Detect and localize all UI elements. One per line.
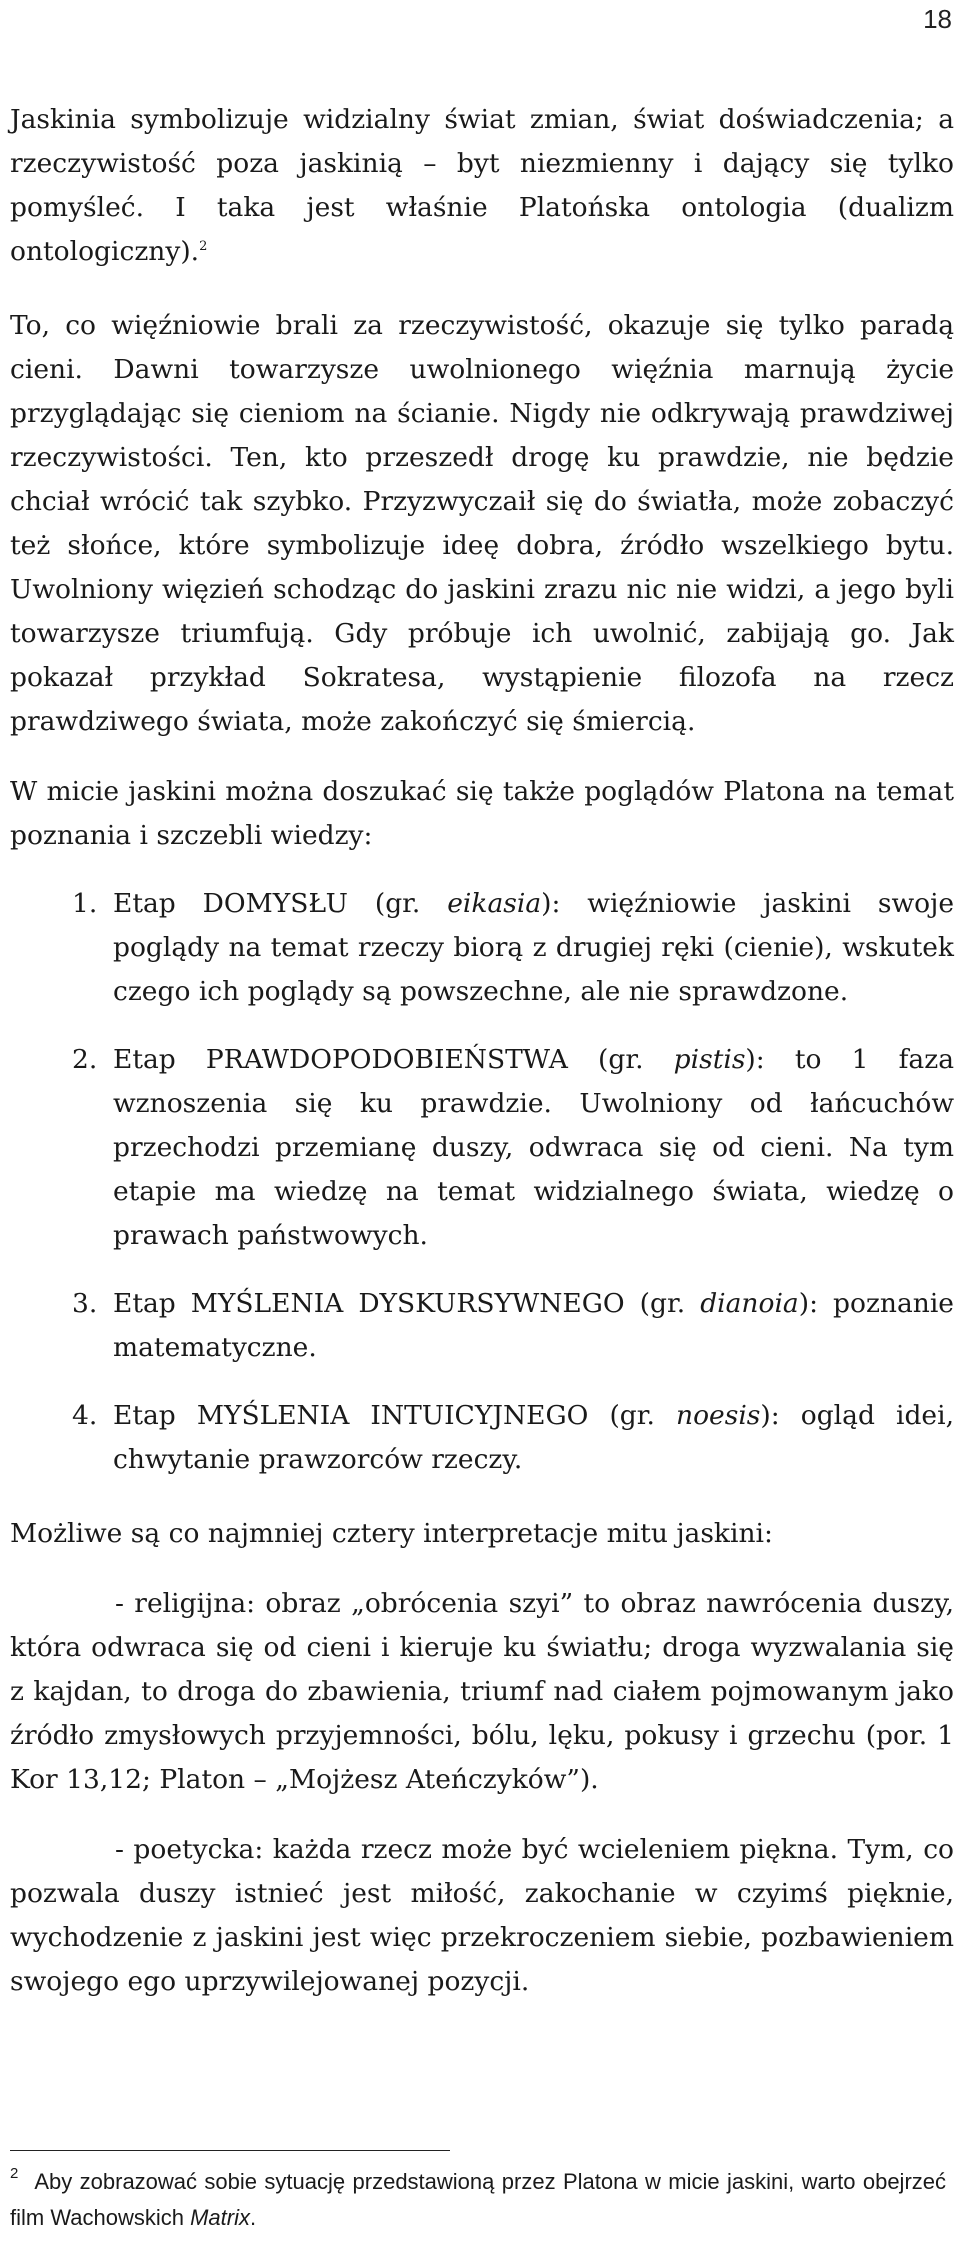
- footnote-reference[interactable]: 2: [199, 239, 208, 255]
- footnote-marker: 2: [10, 2165, 19, 2182]
- footnote-separator: [10, 2150, 450, 2151]
- paragraph-prisoners: To, co więźniowie brali za rzeczywistość, okazuje się tylko paradą cieni. Dawni towarzysze uwolnionego więźnia marnują życie przyglądając się cieniom na ścianie. Nigdy nie odkrywają prawdziwej rzeczywistości. Ten, kto przeszedł drogę ku prawdzie, nie będzie chciał wrócić tak szybko. Przyzwyczaił się do światła, może zobaczyć też słońce, które symbolizuje ideę dobra, źródło wszelkiego bytu. Uwolniony więzień schodząc do jaskini zrazu nic nie widzi, a jego byli towarzysze triumfują. Gdy próbuje ich uwolnić, zabijają go. Jak pokazał przykład Sokratesa, wystąpienie filozofa na rzecz prawdziwego świata, może zakończyć się śmiercią.: [10, 310, 954, 737]
- stage-text-post: ): ogląd idei, chwytanie prawzorców rzeczy.: [113, 1400, 954, 1475]
- stage-text-post: ): to 1 faza wznoszenia się ku prawdzie. Uwolniony od łańcuchów przechodzi przemianę duszy, odwraca się od cieni. Na tym etapie ma wiedzę na temat widzialnego świata, wiedzę o prawach państwowych.: [113, 1044, 954, 1251]
- list-item-number: 1.: [72, 888, 98, 919]
- stage-text-pre: Etap MYŚLENIA INTUICYJNEGO (gr.: [113, 1400, 677, 1431]
- document-body: [10, 98, 954, 2030]
- paragraph-ontology-text: Jaskinia symbolizuje widzialny świat zmian, świat doświadczenia; a rzeczywistość poza jaskinią – byt niezmienny i dający się tylko pomyśleć. I taka jest właśnie Platońska ontologia (dualizm ontologiczny).: [10, 104, 954, 267]
- list-item: [10, 1394, 954, 1482]
- list-item-number: 3.: [72, 1288, 98, 1319]
- footnote: [10, 2164, 946, 2236]
- paragraph-ontology: [10, 98, 954, 274]
- footnote-text: Aby zobrazować sobie sytuację przedstawioną przez Platona w micie jaskini, warto obejrzeć film Wachowskich: [10, 2169, 946, 2230]
- footnote-text-end: .: [250, 2205, 257, 2230]
- stage-greek-term: eikasia: [447, 888, 542, 919]
- list-item: [10, 882, 954, 1014]
- interpretations-intro: Możliwe są co najmniej cztery interpretacje mitu jaskini:: [10, 1518, 773, 1549]
- interpretation-poetic: - poetycka: każda rzecz może być wcieleniem piękna. Tym, co pozwala duszy istnieć jest miłość, zakochanie w czyimś pięknie, wychodzenie z jaskini jest więc przekroczeniem siebie, pozbawieniem swojego ego uprzywilejowanej pozycji.: [10, 1834, 954, 1997]
- stage-text-pre: Etap DOMYSŁU (gr.: [113, 888, 448, 919]
- footnote-film-title: Matrix: [190, 2205, 250, 2230]
- list-item: [10, 1282, 954, 1370]
- stage-greek-term: noesis: [676, 1400, 761, 1431]
- page-number: 18: [923, 4, 952, 34]
- list-item-number: 4.: [72, 1400, 98, 1431]
- list-item: [10, 1038, 954, 1258]
- stage-text-pre: Etap MYŚLENIA DYSKURSYWNEGO (gr.: [113, 1288, 701, 1319]
- knowledge-stages-list: [10, 882, 954, 1482]
- stage-text-post: ): więźniowie jaskini swoje poglądy na temat rzeczy biorą z drugiej ręki (cienie), wskutek czego ich poglądy są powszechne, ale nie sprawdzone.: [113, 888, 954, 1007]
- stage-greek-term: dianoia: [700, 1288, 799, 1319]
- interpretation-religious: - religijna: obraz „obrócenia szyi” to obraz nawrócenia duszy, która odwraca się od cieni i kieruje ku światłu; droga wyzwalania się z kajdan, to droga do zbawienia, triumf nad ciałem pojmowanym jako źródło zmysłowych przyjemności, bólu, lęku, pokusy i grzechu (por. 1 Kor 13,12; Platon – „Mojżesz Ateńczyków”).: [10, 1588, 954, 1795]
- stage-text-post: ): poznanie matematyczne.: [113, 1288, 954, 1363]
- stage-text-pre: Etap PRAWDOPODOBIEŃSTWA (gr.: [113, 1044, 674, 1075]
- list-item-number: 2.: [72, 1044, 98, 1075]
- stage-greek-term: pistis: [673, 1044, 746, 1075]
- paragraph-knowledge-intro: W micie jaskini można doszukać się także poglądów Platona na temat poznania i szczebli wiedzy:: [10, 776, 954, 851]
